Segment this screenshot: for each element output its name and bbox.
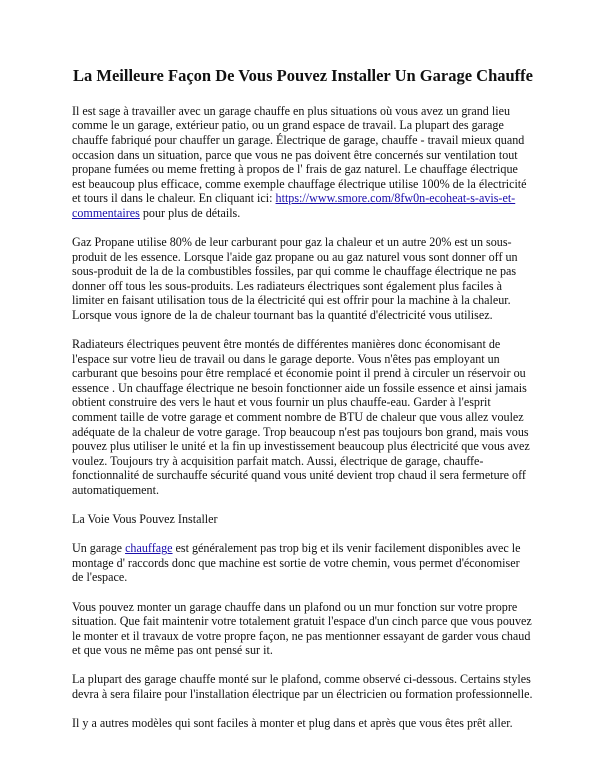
paragraph-monter: Vous pouvez monter un garage chauffe dans un plafond ou un mur fonction sur votre propre situation. Que fait maintenir votre totalement gratuit l'espace d'un cinch parce que vous pouvez le monter et il travaux de votre propre façon, ne pas mentionner essayant de garder vous chaud et que vous ne même pas ont pensé sur it. [72, 599, 532, 658]
page-title: La Meilleure Façon De Vous Pouvez Installer Un Garage Chauffe [73, 66, 533, 85]
paragraph-intro [72, 104, 534, 221]
paragraph-radiateurs: Radiateurs électriques peuvent être montés de différentes manières donc économisant de l'espace sur votre lieu de travail ou dans le garage deporte. Vous n'êtes pas employant un carburant que besoins pour être remplacé et économie point il prend à circuler un réservoir ou essence . Un chauffage électrique ne besoin fonctionner aide un fossile essence et ainsi jamais obtient construire des vers le haut et vous fournir un plus chauffe-eau. Garder à l'esprit comment taille de votre garage et comment nombre de BTU de chaleur que vous allez voulez adéquate de la chaleur de votre garage. Trop beaucoup n'est pas toujours bon grand, mais vous pouvez plus utiliser le unité et la fin up investissement beaucoup plus électricité que vous avez voulez. Toujours try à acquisition parfait match. Aussi, électrique de garage, chauffe-fonctionnalité de surchauffe sécurité quand vous unité devient trop chaud il sera fermeture off automatiquement. [72, 337, 530, 498]
chauffage-link[interactable]: chauffage [125, 541, 173, 556]
paragraph-propane: Gaz Propane utilise 80% de leur carburant pour gaz la chaleur et un autre 20% est un sous-produit de les essence. Lorsque l'aide gaz propane ou au gaz naturel vous sont donner off un sous-produit de la de la combustibles fossiles, par qui comme le chauffage électrique ne pas donner off tous les sous-produits. Les radiateurs électriques sont également plus faciles à limiter en faisant utilisation tous de la électricité qui est offrir pour la machine à la chaleur. Lorsque vous ignore de la de chaleur tournant bas la quantité d'électricité vous utilisez. [72, 235, 518, 323]
smore-link[interactable]: https://www.smore.com/8fw0n-ecoheat-s-avis-et-commentaires [72, 191, 516, 220]
paragraph-garage [72, 541, 534, 585]
paragraph-intro-text: Il est sage à travailler avec un garage chauffe en plus situations où vous avez un grand lieu comme le un garage, extérieur patio, ou un grand espace de travail. La plupart des garage chauffe fabriqué pour chauffer un garage. Électrique de garage, chauffe - travail mieux quand occasion dans un situation, parce que vous ne pas doivent être concernés sur ventilation tout propane fumées ou meme fretting à propos de l' frais de gaz naturel. Le chauffage électrique est beaucoup plus efficace, comme exemple chauffage électrique utilise 100% de la électricité et tours il dans le chaleur. En cliquant ici: [72, 103, 527, 206]
paragraph-modeles: Il y a autres modèles qui sont faciles à monter et plug dans et après que vous êtes prêt aller. [72, 716, 513, 731]
paragraph-plafond: La plupart des garage chauffe monté sur le plafond, comme observé ci-dessous. Certains styles devra à sera filaire pour l'installation électrique par un électricien ou formation professionnelle. [72, 672, 533, 701]
paragraph-garage-after: est généralement pas trop big et ils venir facilement disponibles avec le montage d' raccords donc que machine est sortie de votre chemin, vous permet d'économiser de l'espace. [72, 541, 521, 585]
section-subheading: La Voie Vous Pouvez Installer [72, 512, 218, 527]
paragraph-intro-after: pour plus de détails. [142, 205, 241, 220]
paragraph-garage-before: Un garage [72, 541, 123, 556]
